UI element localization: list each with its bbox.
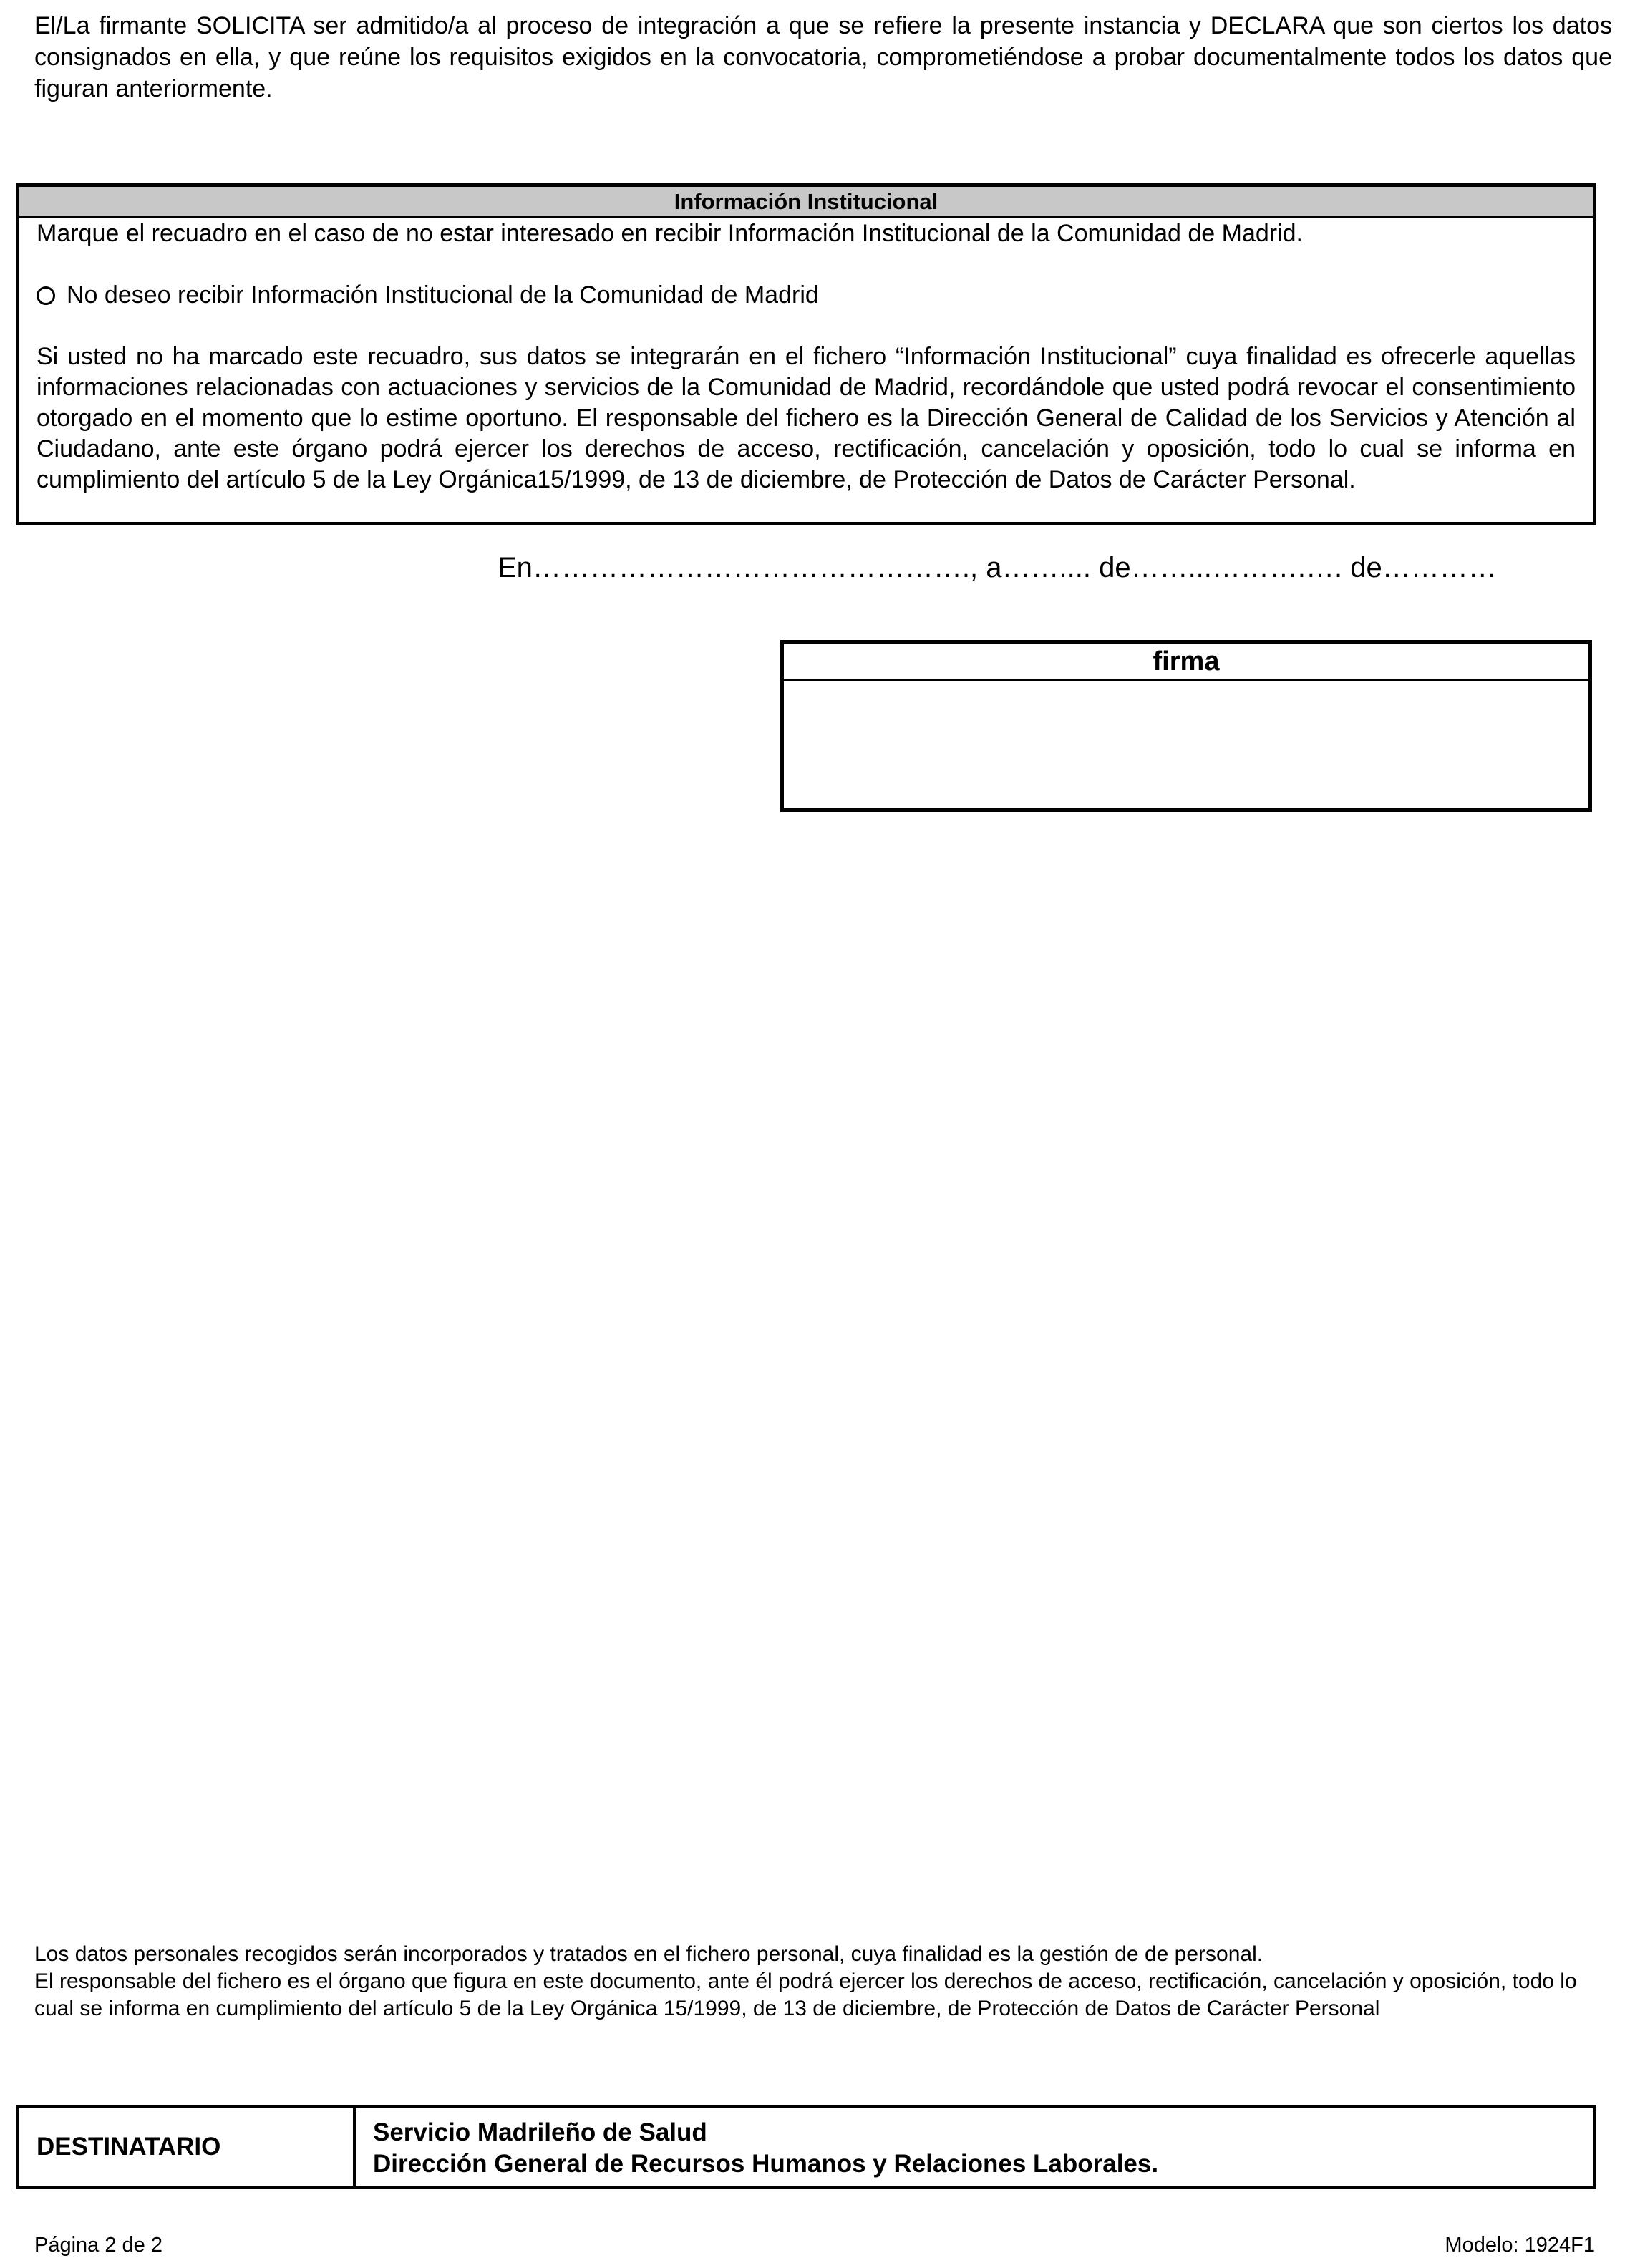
- privacy-note: [34, 1941, 1612, 2022]
- declaration-text: El/La firmante SOLICITA ser admitido/a al proceso de integración a que se refiere la presente instancia y DECLARA que son ciertos los datos consignados en ella, y que reúne los requisitos exigidos en la convocatoria, comprometiéndose a probar documentalmente todos los datos que figuran anteriormente.: [34, 12, 1612, 102]
- destinatario-label: DESTINATARIO: [19, 2108, 356, 2186]
- signature-header: firma: [784, 644, 1588, 681]
- destinatario-line-2: Dirección General de Recursos Humanos y Relaciones Laborales.: [373, 2150, 1159, 2178]
- page-number: Página 2 de 2: [34, 2234, 162, 2257]
- privacy-note-line-2: El responsable del fichero es el órgano que figura en este documento, ante él podrá ejercer los derechos de acceso, rectificación, cancelación y oposición, todo lo cual se informa en cumplimiento del artículo 5 de la Ley Orgánica 15/1999, de 13 de diciembre, de Protección de Datos de Carácter Personal: [34, 1969, 1577, 2020]
- info-notice: Si usted no ha marcado este recuadro, sus datos se integrarán en el fichero “Información Institucional” cuya finalidad es ofrecerle aquellas informaciones relacionadas con actuaciones y servicios de la Comunidad de Madrid, recordándole que usted podrá revocar el consentimiento otorgado en el momento que lo estime oportuno. El responsable del fichero es la Dirección General de Calidad de los Servicios y Atención al Ciudadano, ante este órgano podrá ejercer los derechos de acceso, rectificación, cancelación y oposición, todo lo cual se informa en cumplimiento del artículo 5 de la Ley Orgánica15/1999, de 13 de diciembre, de Protección de Datos de Carácter Personal.: [37, 343, 1576, 493]
- place-date-line[interactable]: En………………………………………., a…….... de……...……….…. de…………: [498, 552, 1497, 583]
- destinatario-line-1: Servicio Madrileño de Salud: [373, 2118, 707, 2146]
- signature-box: [780, 640, 1592, 812]
- info-institucional-section: [16, 183, 1596, 525]
- info-institucional-body: [19, 218, 1593, 495]
- info-instruction: Marque el recuadro en el caso de no estar interesado en recibir Información Institucional de la Comunidad de Madrid.: [37, 220, 1303, 247]
- privacy-note-line-1: Los datos personales recogidos serán incorporados y tratados en el fichero personal, cuya finalidad es la gestión de de personal.: [34, 1942, 1263, 1966]
- signature-area[interactable]: [784, 681, 1588, 808]
- model-number: Modelo: 1924F1: [1445, 2234, 1595, 2257]
- opt-out-label: No deseo recibir Información Institucional de la Comunidad de Madrid: [67, 281, 819, 309]
- opt-out-checkbox[interactable]: [37, 286, 55, 305]
- opt-out-option[interactable]: [37, 280, 1576, 311]
- destinatario-box: [16, 2105, 1596, 2189]
- destinatario-value: [356, 2108, 1593, 2186]
- info-institucional-header: Información Institucional: [19, 187, 1593, 218]
